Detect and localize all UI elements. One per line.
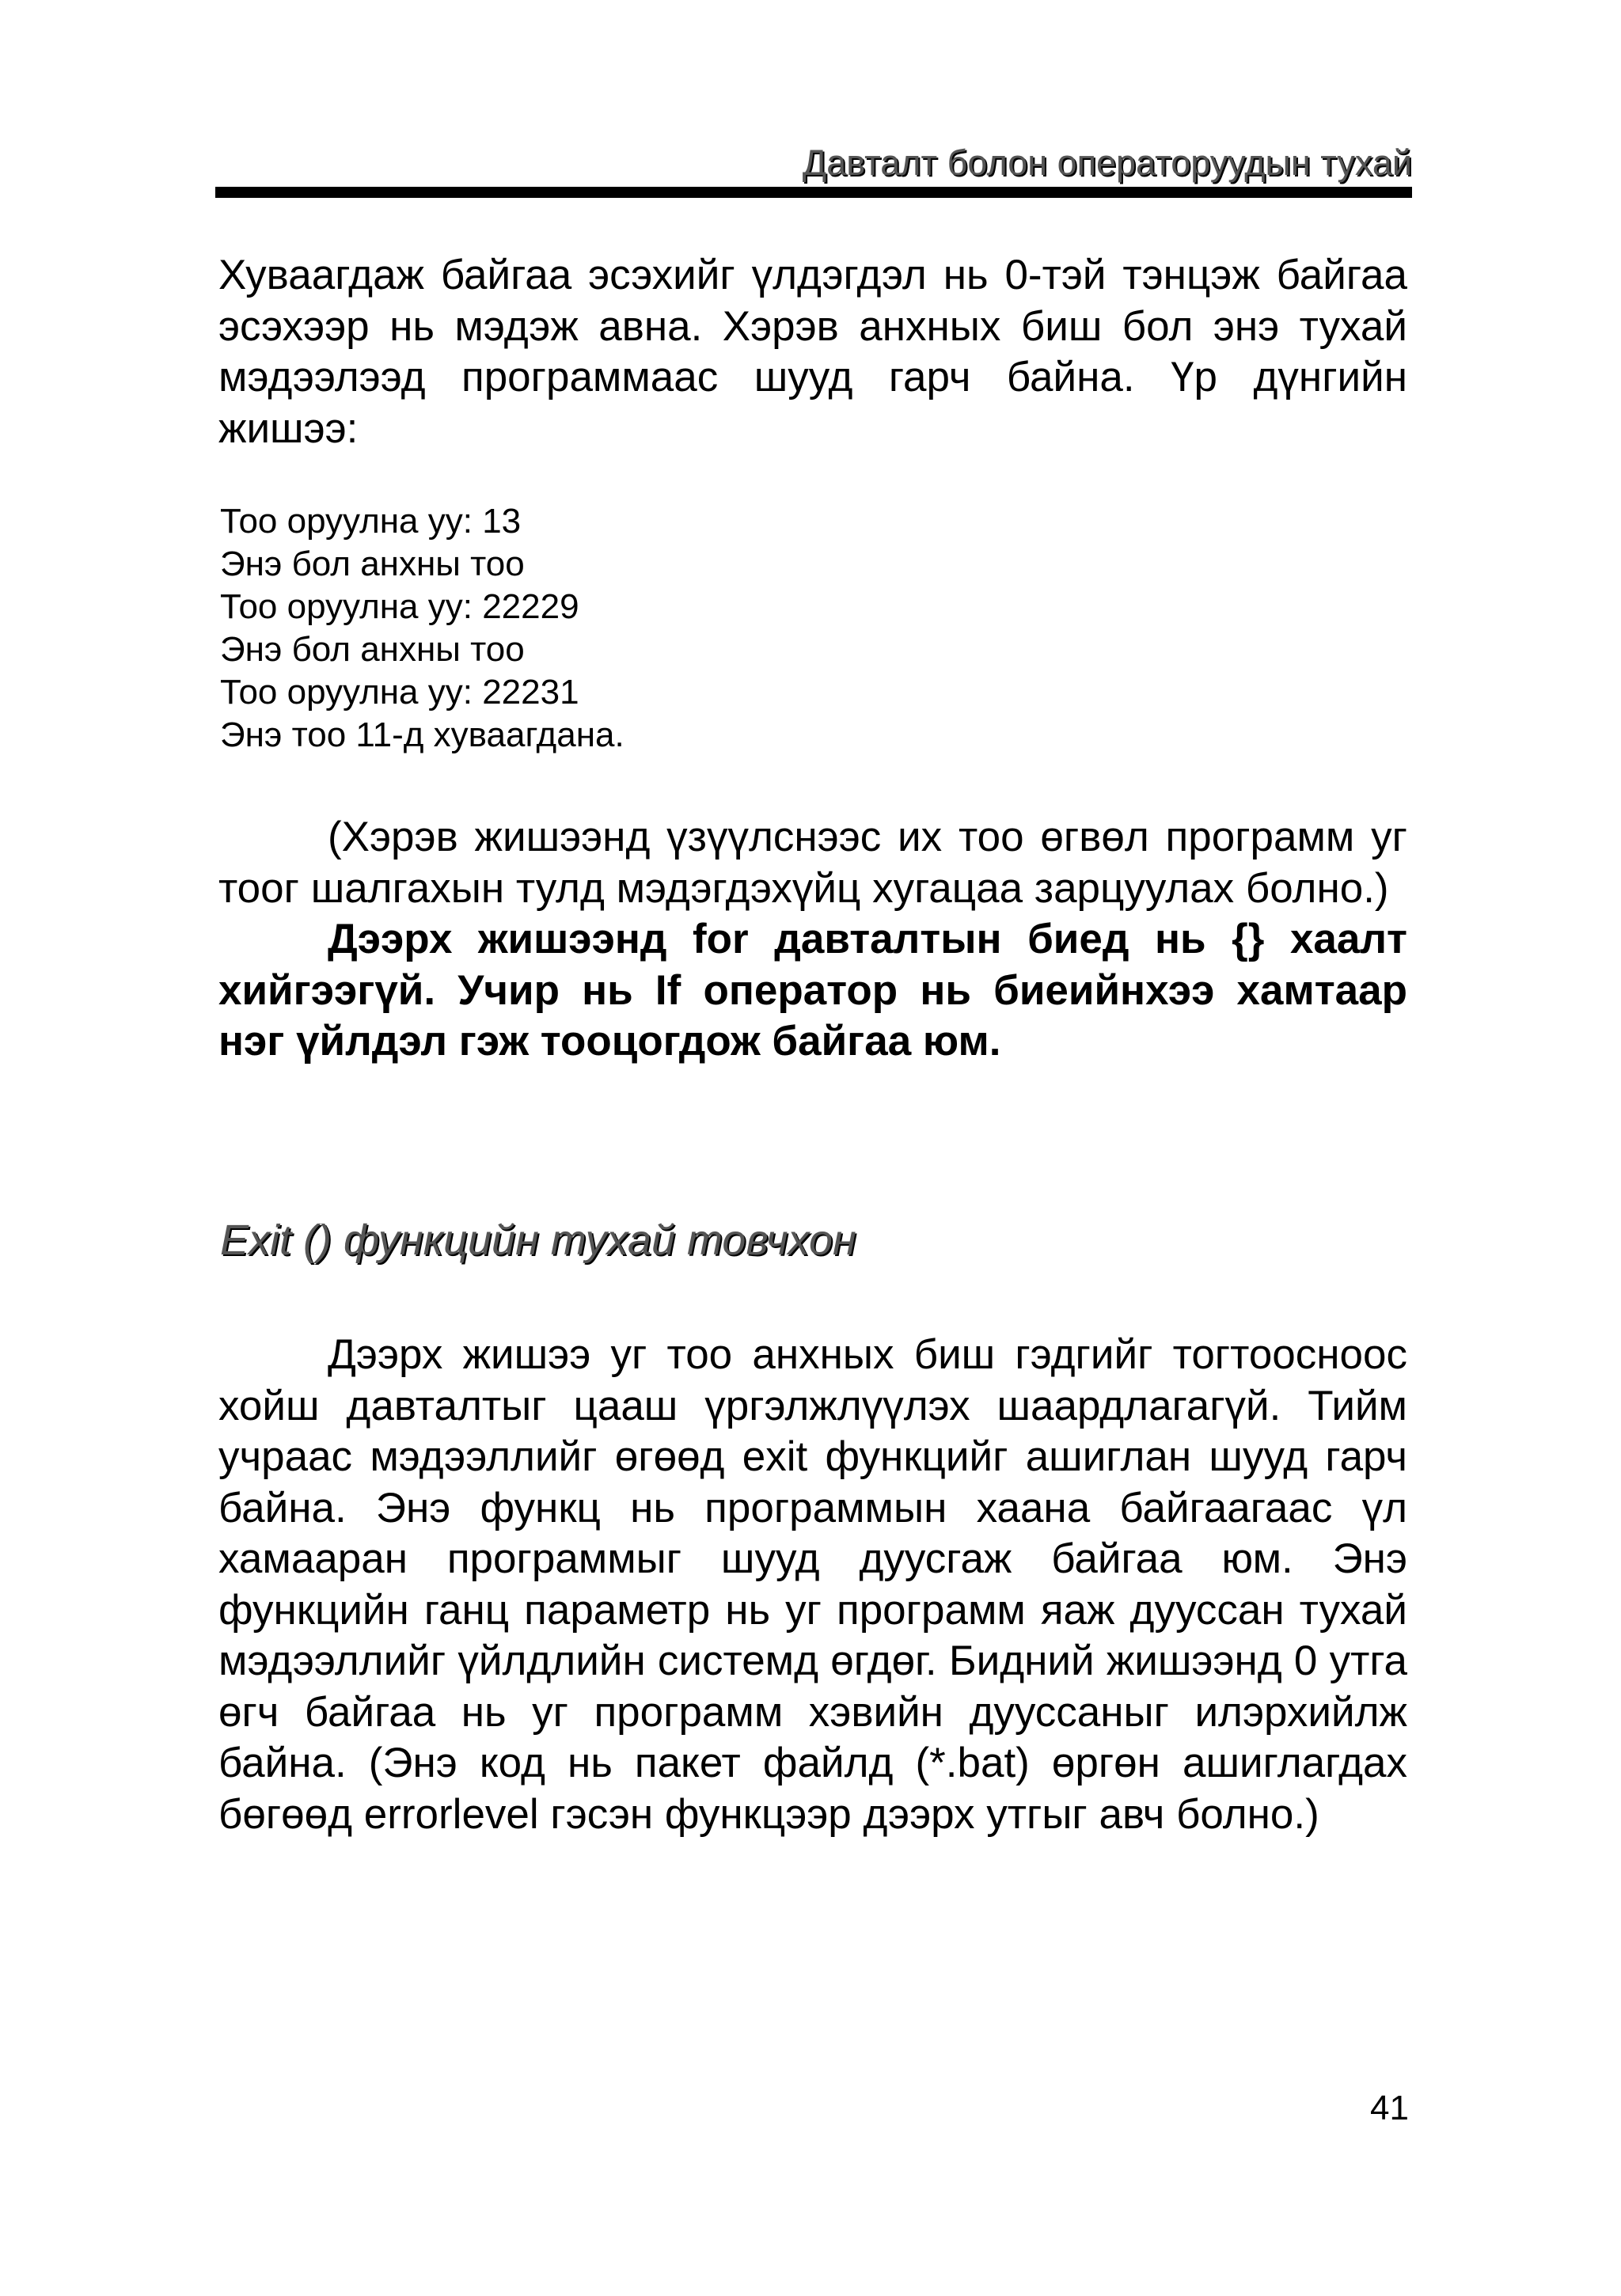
bold-paragraph: Дээрх жишээнд for давталтын биед нь {} хаалт хийгээгүй. Учир нь If оператор нь биеийнхээ хамтаар нэг үйлдэл гэж тооцогдож байгаа юм. (218, 916, 1407, 1065)
section-body (218, 1330, 1407, 1840)
output-line: Энэ бол анхны тоо (220, 630, 525, 669)
note-block (218, 812, 1407, 1068)
section-paragraph: Дээрх жишээ уг тоо анхных биш гэдгийг тогтоосноос хойш давталтыг цааш үргэлжлүүлэх шаардлагагүй. Тийм учраас мэдээллийг өгөөд exit функцийг ашиглан шууд гарч байна. Энэ функц нь программын хаана байгаагаас үл хамааран программыг шууд дуусгаж байгаа юм. Энэ функцийн ганц параметр нь уг программ яаж дууссан тухай мэдээллийг үйлдлийн системд өгдөг. Бидний жишээнд 0 утга өгч байгаа нь уг программ хэвийн дууссаныг илэрхийлж байна. (Энэ код нь пакет файлд (*.bat) өргөн ашиглагдах бөгөөд errorlevel гэсэн функцээр дээрх утгыг авч болно.) (218, 1331, 1407, 1838)
intro-block (218, 250, 1407, 454)
page-number: 41 (1370, 2089, 1409, 2127)
output-line: Тоо оруулна уу: 13 (220, 502, 522, 541)
output-line: Энэ тоо 11-д хуваагдана. (220, 715, 624, 754)
intro-paragraph: Хуваагдаж байгаа эсэхийг үлдэгдэл нь 0-тэй тэнцэж байгаа эсэхээр нь мэдэж авна. Хэрэв анхных биш бол энэ тухай мэдээлээд программаас шууд гарч байна. Үр дүнгийн жишээ: (218, 252, 1407, 452)
output-line: Тоо оруулна уу: 22229 (220, 587, 579, 626)
running-header: Давталт болон операторуудын тухай (802, 142, 1412, 183)
note-paragraph: (Хэрэв жишээнд үзүүлснээс их тоо өгвөл программ уг тоог шалгахын тулд мэдэгдэхүйц хугацаа зарцуулах болно.) (218, 814, 1407, 912)
header-rule (215, 187, 1412, 198)
output-line: Тоо оруулна уу: 22231 (220, 673, 579, 712)
output-line: Энэ бол анхны тоо (220, 545, 525, 583)
section-title: Exit () функцийн тухай товчхон (220, 1216, 856, 1264)
sample-output (220, 500, 1170, 757)
